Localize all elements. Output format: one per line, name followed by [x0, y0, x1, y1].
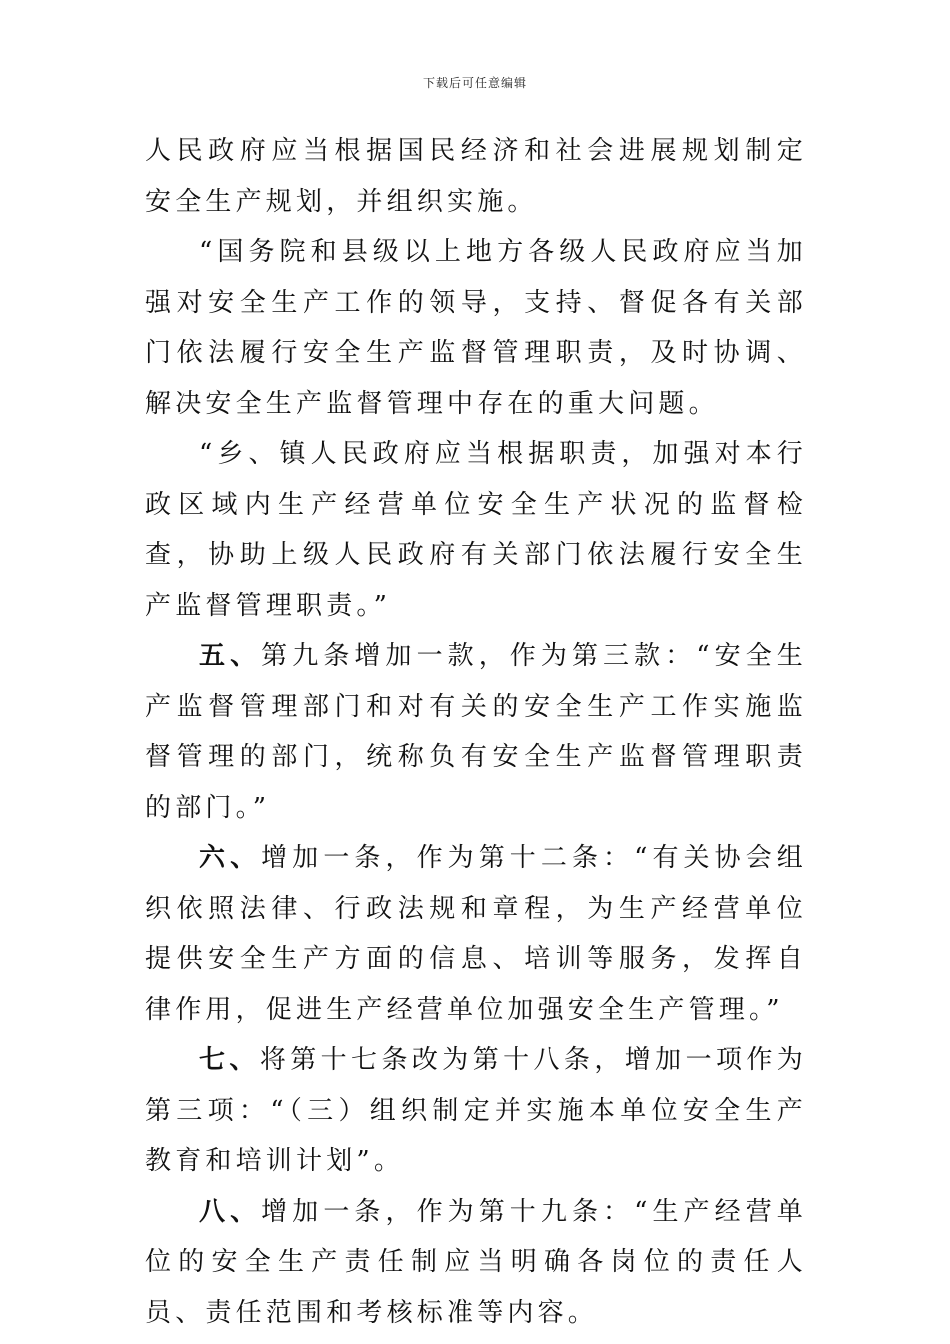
amendment-text: 将第十七条改为第十八条，增加一项作为第三项：“（三）组织制定并实施本单位安全生产教育和培训计划”。	[145, 1045, 807, 1176]
document-body	[145, 126, 807, 1338]
amendment-number: 六、	[199, 843, 262, 873]
amendment-item-5	[145, 631, 807, 833]
paragraph-state-council: “国务院和县级以上地方各级人民政府应当加强对安全生产工作的领导，支持、督促各有关部门依法履行安全生产监督管理职责，及时协调、解决安全生产监督管理中存在的重大问题。	[145, 237, 807, 419]
amendment-text: 第九条增加一款，作为第三款：“安全生产监督管理部门和对有关的安全生产工作实施监督管理的部门，统称负有安全生产监督管理职责的部门。”	[145, 641, 807, 823]
amendment-number: 八、	[199, 1196, 262, 1227]
page-header-note: 下载后可任意编辑	[422, 76, 527, 90]
paragraph-continuation: 人民政府应当根据国民经济和社会进展规划制定安全生产规划，并组织实施。	[145, 136, 807, 217]
amendment-item-7	[145, 1035, 807, 1187]
amendment-number: 五、	[199, 641, 262, 671]
amendment-text: 增加一条，作为第十九条：“生产经营单位的安全生产责任制应当明确各岗位的责任人员、责任范围和考核标准等内容。	[145, 1196, 807, 1328]
amendment-text: 增加一条，作为第十二条：“有关协会组织依照法律、行政法规和章程，为生产经营单位提供安全生产方面的信息、培训等服务，发挥自律作用，促进生产经营单位加强安全生产管理。”	[145, 843, 807, 1025]
amendment-number: 七、	[199, 1045, 260, 1075]
paragraph-township-government: “乡、镇人民政府应当根据职责，加强对本行政区域内生产经营单位安全生产状况的监督检查，协助上级人民政府有关部门依法履行安全生产监督管理职责。”	[145, 439, 807, 621]
amendment-item-6	[145, 833, 807, 1035]
amendment-item-8	[145, 1187, 807, 1339]
